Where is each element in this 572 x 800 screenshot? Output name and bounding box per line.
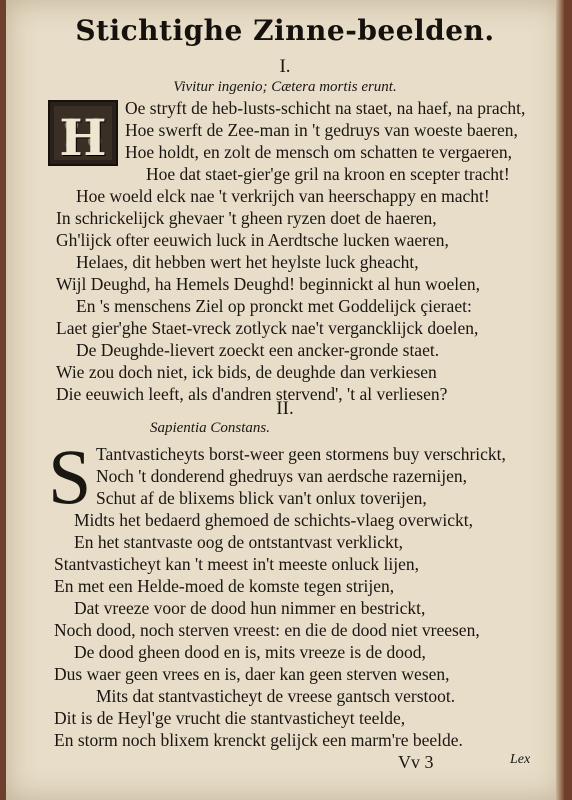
verse-line: Helaes, dit hebben wert het heylste luck gheacht, xyxy=(76,252,419,272)
verse-line: Oe stryft de heb-lusts-schicht na staet, na haef, na pracht, xyxy=(125,98,526,118)
running-head: Stichtighe Zinne-beelden. xyxy=(75,14,495,47)
verse-line: Dit is de Heyl'ge vrucht die stantvasticheyt teelde, xyxy=(54,708,406,728)
verse-line: Dat vreeze voor de dood hun nimmer en bestrickt, xyxy=(74,598,426,618)
verse-line: Hoe holdt, en zolt de mensch om schatten te vergaeren, xyxy=(125,142,512,162)
verse-line: En met een Helde-moed de komste tegen strijen, xyxy=(54,576,395,596)
verse-line: Gh'lijck ofter eeuwich luck in Aerdtsche lucken waeren, xyxy=(56,230,449,250)
verse-line: Hoe dat staet-gier'ge gril na kroon en scepter tracht! xyxy=(146,164,510,184)
emblem2-numeral: II. xyxy=(276,398,294,419)
initial-letter: H xyxy=(59,108,107,167)
verse-line: Stantvasticheyt kan 't meest in't meeste onluck lijen, xyxy=(54,554,419,574)
verse-line: De dood gheen dood en is, mits vreeze is de dood, xyxy=(74,642,426,662)
decorated-initial xyxy=(48,100,118,166)
verse-line: In schrickelijck ghevaer 't gheen ryzen doet de haeren, xyxy=(56,208,437,228)
catchword: Lex xyxy=(510,752,531,767)
emblem1-numeral: I. xyxy=(279,56,291,77)
emblem2-motto: Sapientia Constans. xyxy=(149,420,270,436)
book-page xyxy=(6,0,564,800)
verse-line: En het stantvaste oog de ontstantvast verklickt, xyxy=(74,532,404,552)
verse-line: En 's menschens Ziel op pronckt met Goddelijck çieraet: xyxy=(76,296,472,316)
verse-line: Laet gier'ghe Staet-vreck zotlyck nae't vergancklijck doelen, xyxy=(56,318,479,338)
verse-line: Schut af de blixems blick van't onlux toverijen, xyxy=(96,488,427,508)
verse-line: Hoe woeld elck nae 't verkrijch van heerschappy en macht! xyxy=(76,186,490,206)
verse-line: Hoe swerft de Zee-man in 't gedruys van woeste baeren, xyxy=(125,120,518,140)
verse-line: Midts het bedaerd ghemoed de schichts-vlaeg overwickt, xyxy=(74,510,473,530)
verse-line: En storm noch blixem krenckt gelijck een marm're beelde. xyxy=(54,730,463,750)
verse-line: Wijl Deughd, ha Hemels Deughd! beginnickt al hun woelen, xyxy=(56,274,481,294)
emblem1-motto: Vivitur ingenio; Cætera mortis erunt. xyxy=(173,79,397,95)
verse-line: Noch 't donderend ghedruys van aerdsche razernijen, xyxy=(96,466,467,486)
verse-line: Noch dood, noch sterven vreest: en die de dood niet vreesen, xyxy=(54,620,480,640)
verse-line: Die eeuwich leeft, als d'andren stervend', 't al verliesen? xyxy=(56,384,448,404)
verse-line: Wie zou doch niet, ick bids, de deughde dan verkiesen xyxy=(56,362,437,382)
signature-mark: Vv 3 xyxy=(398,752,434,772)
verse-line: De Deughde-lievert zoeckt een ancker-gronde staet. xyxy=(76,340,440,360)
verse-line: Tantvasticheyts borst-weer geen stormens buy verschrickt, xyxy=(96,444,506,464)
verse-line: Mits dat stantvasticheyt de vreese gantsch verstoot. xyxy=(96,686,456,706)
initial-letter-s: S xyxy=(48,433,92,520)
verse-line: Dus waer geen vrees en is, daer kan geen sterven wesen, xyxy=(54,664,450,684)
